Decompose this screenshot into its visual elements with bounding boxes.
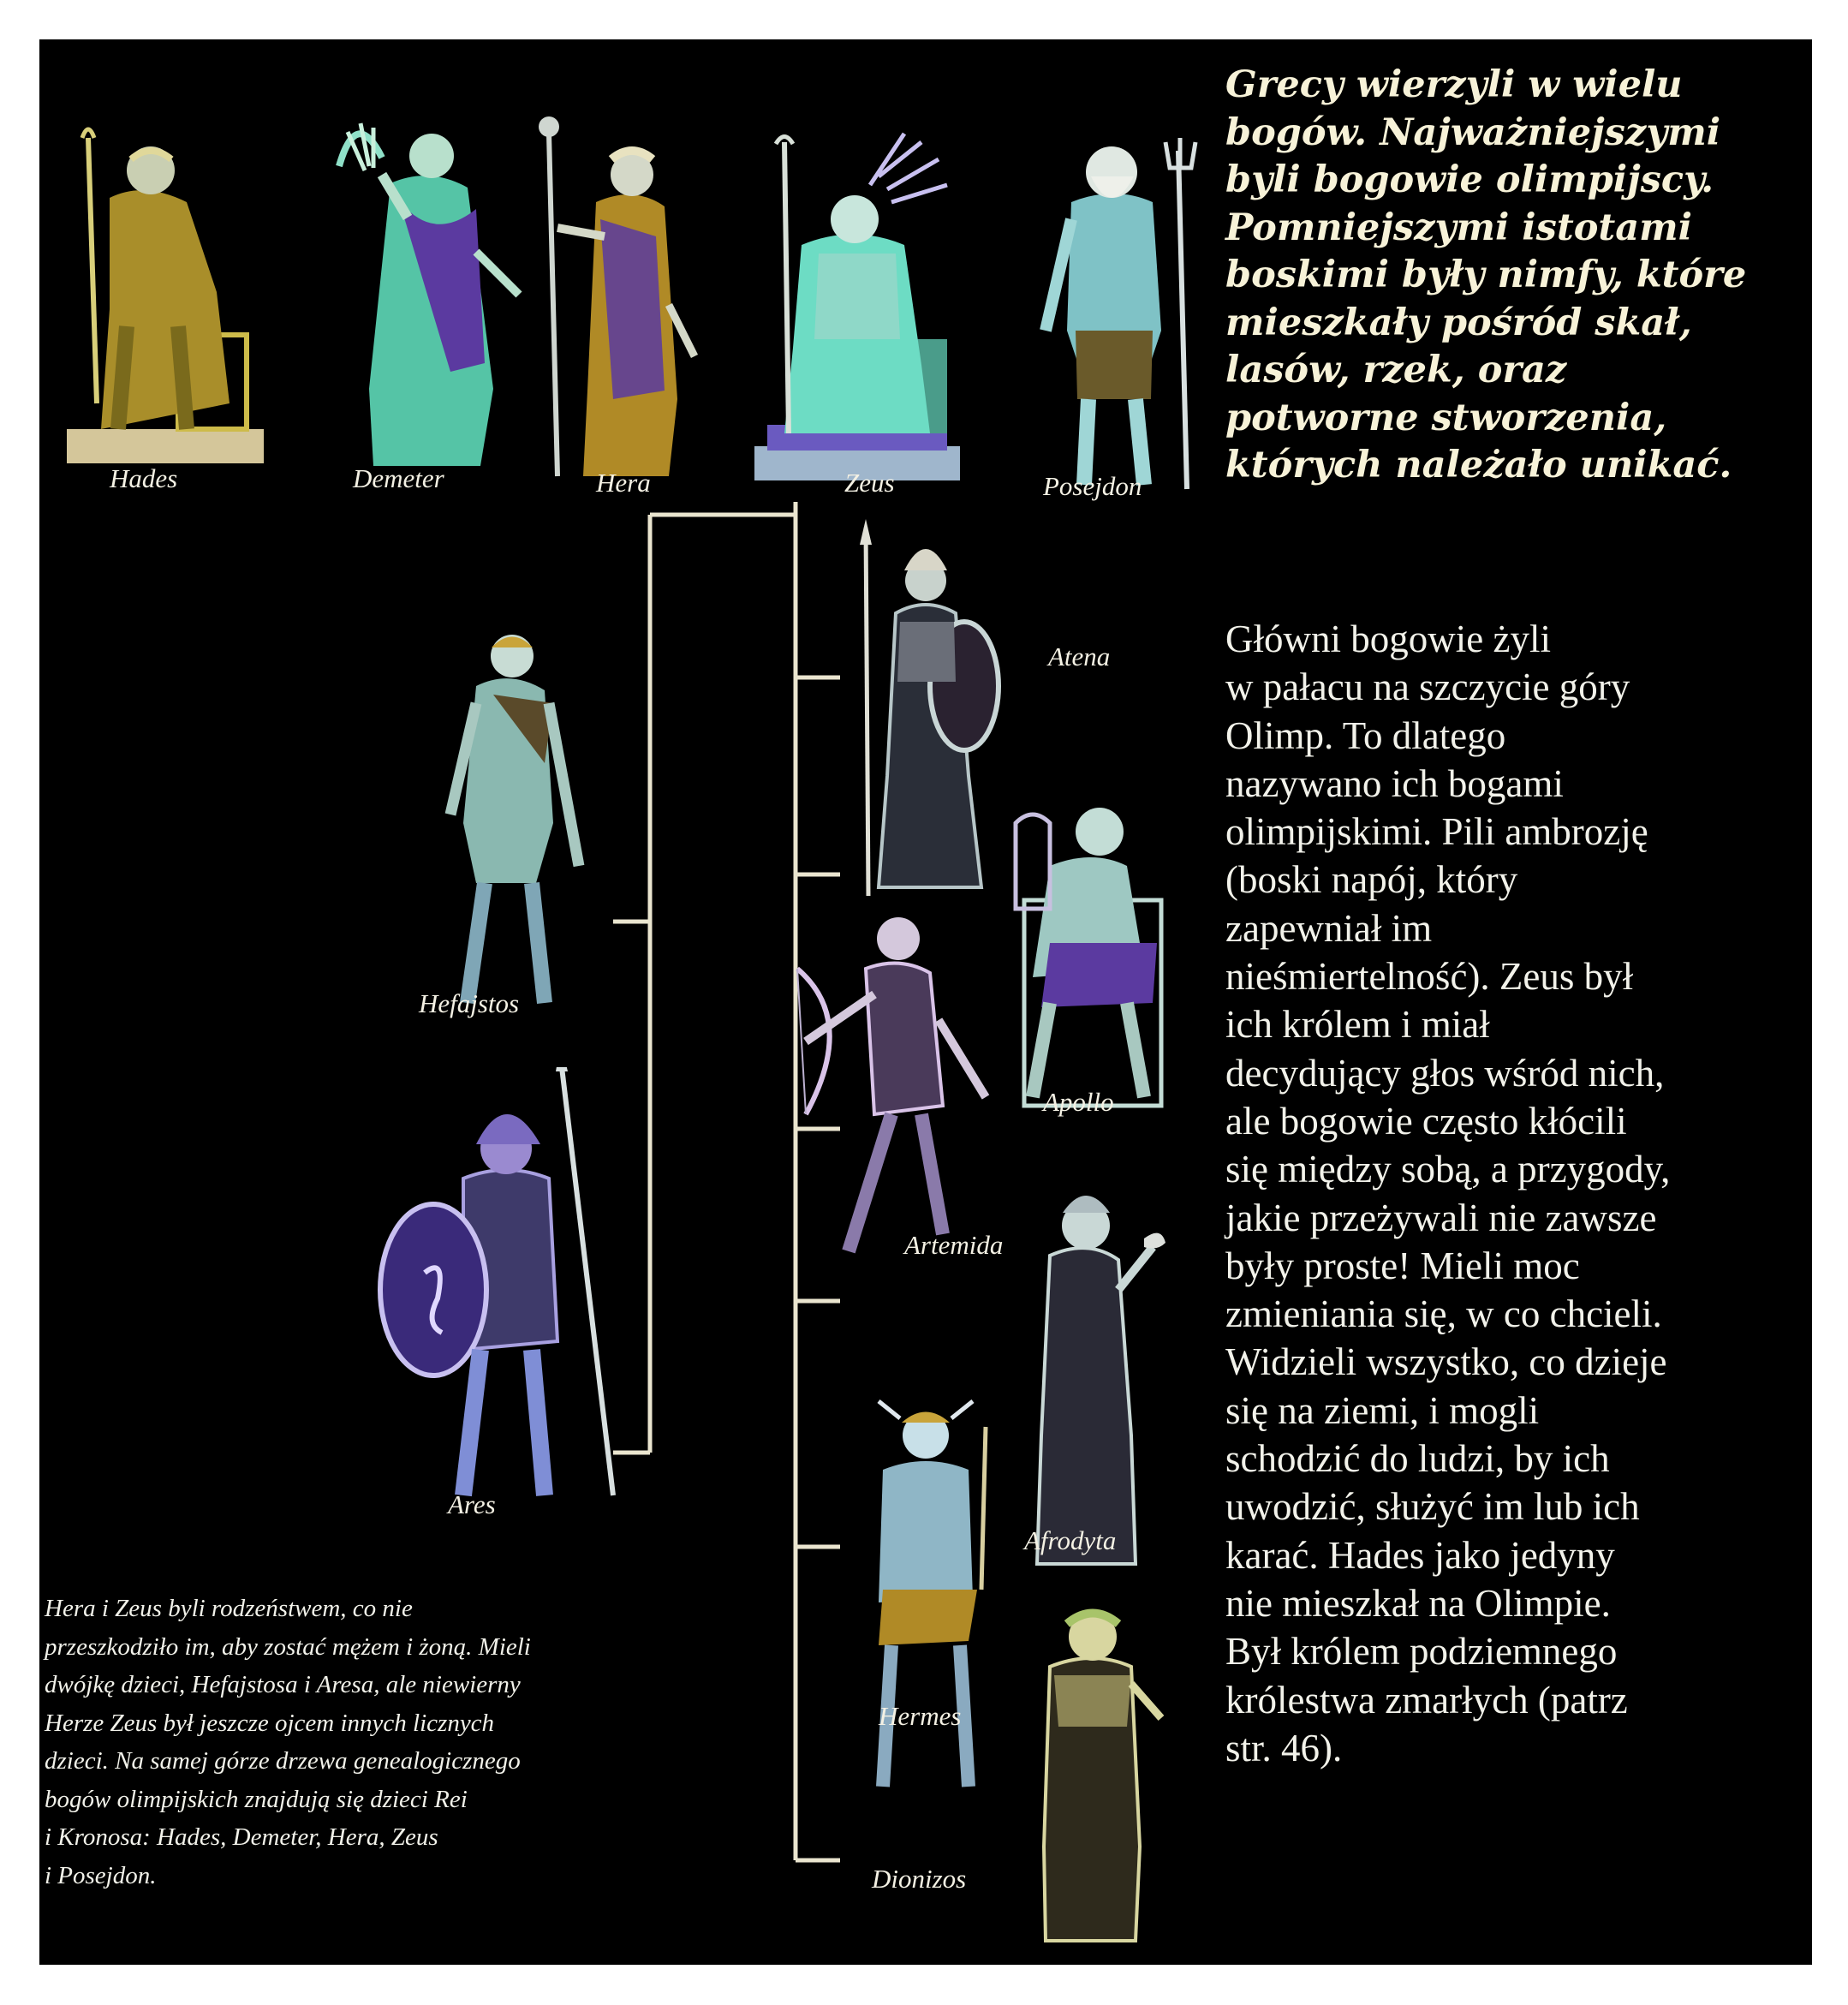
main-line: ale bogowie często kłócili	[1225, 1099, 1627, 1143]
god-of-wine-figure-icon	[1011, 1590, 1174, 1949]
main-line: nazywano ich bogami	[1225, 761, 1564, 805]
label-demeter: Demeter	[353, 463, 444, 493]
hera-figure	[519, 108, 716, 485]
main-line: Główni bogowie żyli	[1225, 618, 1551, 660]
main-line: ich królem i miał	[1225, 1003, 1490, 1047]
main-line: zapewniał im	[1225, 906, 1433, 950]
main-line: Był królem podziemnego	[1225, 1630, 1618, 1674]
main-line: nieśmiertelność). Zeus był	[1225, 955, 1634, 999]
atena-figure	[836, 519, 1007, 896]
intro-line: byli bogowie olimpijscy.	[1225, 158, 1714, 201]
main-line: schodzić do ludzi, by ich	[1225, 1437, 1610, 1481]
afrodyta-figure	[1007, 1179, 1170, 1572]
caption-line: dzieci. Na samej górze drzewa genealogicznego	[45, 1747, 521, 1775]
enthroned-god-figure-icon	[750, 125, 964, 485]
hermes-figure	[840, 1375, 1011, 1804]
main-line: w pałacu na szczycie góry	[1225, 665, 1630, 709]
winged-messenger-figure-icon	[840, 1375, 1011, 1804]
label-atena: Atena	[1048, 641, 1111, 671]
god-with-lyre-figure-icon	[999, 772, 1183, 1114]
god-with-trident-figure-icon	[1024, 125, 1213, 493]
standing-goddess-figure-icon	[322, 106, 536, 474]
warrior-god-figure-icon	[378, 1067, 643, 1513]
label-hera: Hera	[596, 468, 651, 498]
intro-line: lasów, rzek, oraz	[1225, 349, 1567, 391]
main-line: były proste! Mieli moc	[1225, 1244, 1580, 1287]
label-posejdon: Posejdon	[1043, 471, 1142, 501]
hades-figure	[50, 121, 272, 470]
label-apollo: Apollo	[1043, 1087, 1114, 1117]
family-caption	[45, 1590, 661, 1895]
ares-figure	[378, 1067, 643, 1513]
label-hefajstos: Hefajstos	[419, 988, 520, 1018]
zeus-figure	[750, 125, 964, 485]
label-dionizos: Dionizos	[872, 1864, 967, 1894]
intro-line: których należało unikać.	[1225, 444, 1732, 486]
main-line: uwodzić, służyć im lub ich	[1225, 1485, 1640, 1529]
armored-goddess-figure-icon	[836, 519, 1007, 896]
caption-line: Herze Zeus był jeszcze ojcem innych licznych	[45, 1709, 495, 1737]
caption-line: dwójkę dzieci, Hefajstosa i Aresa, ale niewierny	[45, 1671, 521, 1698]
smith-god-figure-icon	[416, 609, 605, 1011]
main-paragraph	[1225, 615, 1791, 1772]
archer-goddess-figure-icon	[772, 892, 1011, 1260]
intro-line: Pomniejszymi istotami	[1225, 206, 1692, 249]
main-line: królestwa zmarłych (patrz	[1225, 1678, 1628, 1722]
hefajstos-figure	[416, 609, 605, 1011]
label-afrodyta: Afrodyta	[1024, 1525, 1117, 1555]
caption-line: Hera i Zeus byli rodzeństwem, co nie	[45, 1595, 413, 1622]
content-panel	[39, 39, 1812, 1965]
label-ares: Ares	[448, 1489, 496, 1519]
caption-line: bogów olimpijskich znajdują się dzieci Rei	[45, 1785, 468, 1813]
intro-paragraph	[1225, 62, 1791, 490]
intro-line: mieszkały pośród skał,	[1225, 301, 1692, 344]
intro-line: bogów. Najważniejszymi	[1225, 110, 1721, 154]
main-line: (boski napój, który	[1225, 858, 1518, 902]
label-artemida: Artemida	[904, 1230, 1004, 1260]
main-line: decydujący głos wśród nich,	[1225, 1051, 1665, 1095]
main-line: nie mieszkał na Olimpie.	[1225, 1581, 1611, 1625]
caption-line: i Posejdon.	[45, 1861, 157, 1889]
label-hades: Hades	[110, 463, 178, 493]
caption-line: i Kronosa: Hades, Demeter, Hera, Zeus	[45, 1823, 438, 1851]
intro-line: boskimi były nimfy, które	[1225, 254, 1747, 296]
goddess-with-dove-figure-icon	[1007, 1179, 1170, 1572]
demeter-figure	[322, 106, 536, 474]
main-line: str. 46).	[1225, 1726, 1343, 1769]
posejdon-figure	[1024, 125, 1213, 493]
label-zeus: Zeus	[844, 468, 895, 498]
main-line: zmieniania się, w co chcieli.	[1225, 1292, 1662, 1336]
main-line: się między sobą, a przygody,	[1225, 1148, 1671, 1191]
main-line: olimpijskimi. Pili ambrozję	[1225, 810, 1648, 854]
dionizos-figure	[1011, 1590, 1174, 1949]
intro-line: potworne stworzenia,	[1225, 396, 1667, 439]
main-line: jakie przeżywali nie zawsze	[1225, 1196, 1657, 1239]
label-hermes: Hermes	[879, 1701, 962, 1731]
main-line: Widzieli wszystko, co dzieje	[1225, 1340, 1667, 1384]
artemida-figure	[772, 892, 1011, 1260]
intro-line: Grecy wierzyli w wielu	[1225, 63, 1683, 106]
main-line: się na ziemi, i mogli	[1225, 1388, 1540, 1432]
main-line: karać. Hades jako jedyny	[1225, 1533, 1615, 1577]
caption-line: przeszkodziło im, aby zostać mężem i żoną. Mieli	[45, 1632, 531, 1661]
goddess-with-scepter-figure-icon	[519, 108, 716, 485]
seated-god-figure-icon	[50, 121, 272, 470]
apollo-figure	[999, 772, 1183, 1114]
main-line: Olimp. To dlatego	[1225, 713, 1506, 757]
